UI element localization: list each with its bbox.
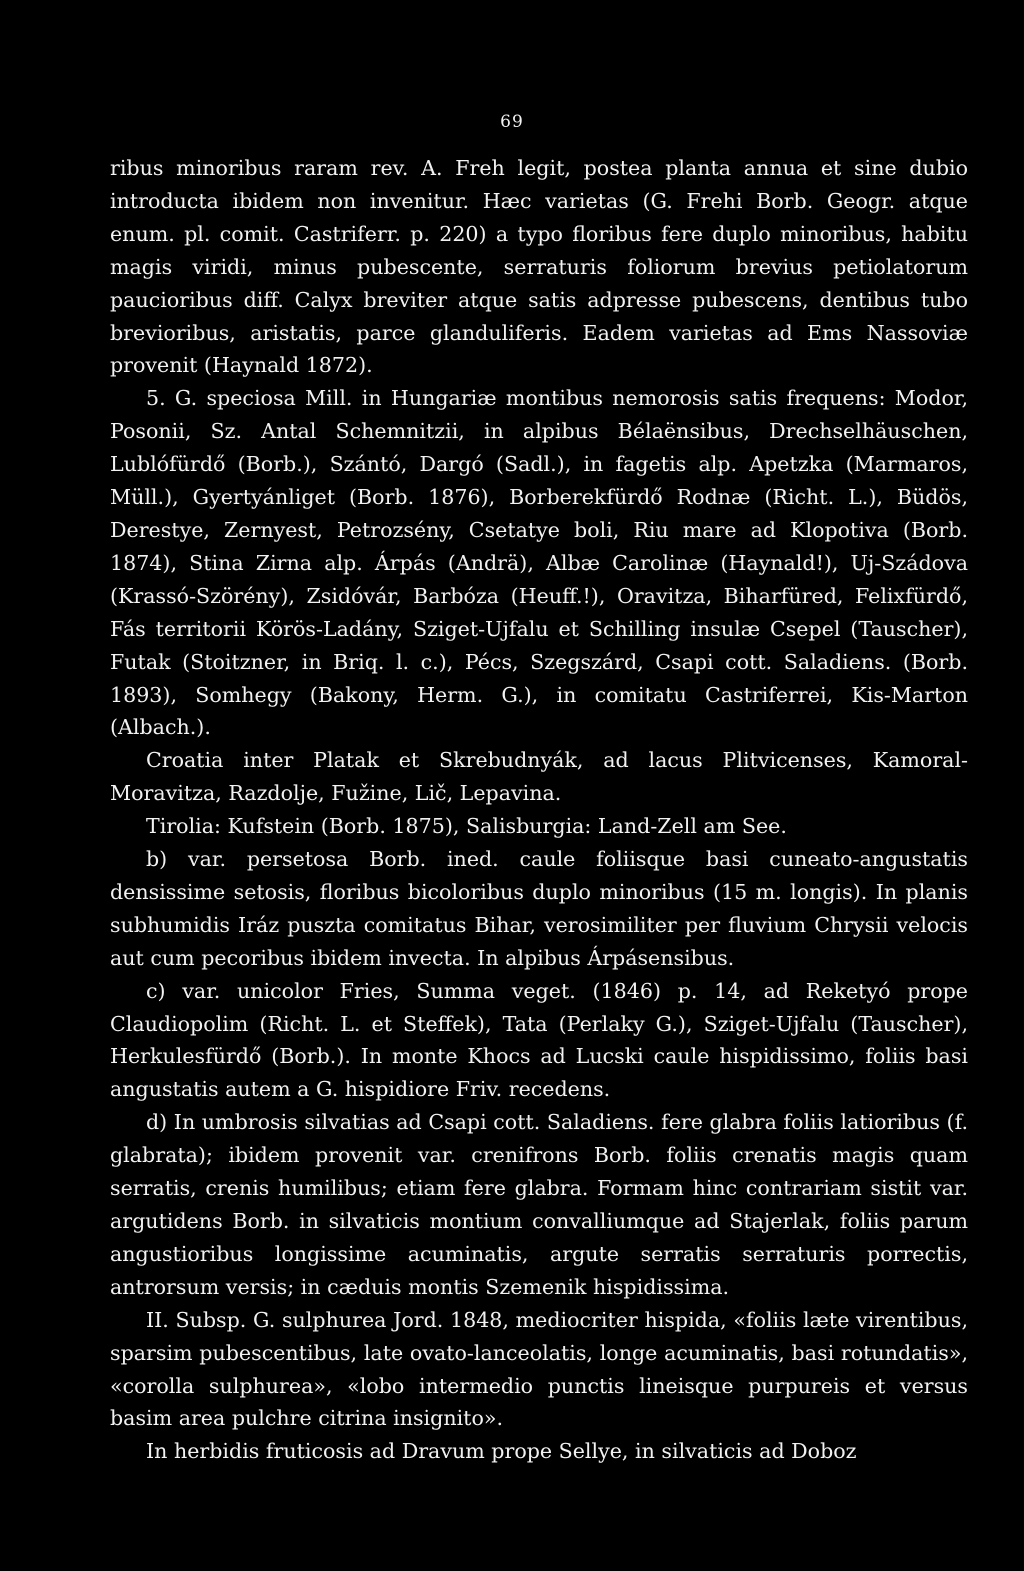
paragraph-var-unicolor: c) var. unicolor Fries, Summa veget. (1846) p. 14, ad Reketyó prope Claudiopolim (Richt. L. et Steffek), Tata (Perlaky G.), Sziget-Ujfalu (Tauscher), Herkulesfürdő (Borb.). In monte Khocs ad Lucski caule hispidissimo, foliis basi angustatis autem a G. hispidiore Friv. recedens.: [110, 978, 968, 1102]
paragraph-subsp-sulphurea: II. Subsp. G. sulphurea Jord. 1848, mediocriter hispida, «foliis læte virentibus, sparsim pubescentibus, late ovato-lanceolatis, longe acuminatis, basi rotundatis», «corolla sulphurea», «lobo intermedio punctis lineisque purpureis et versus basim area pulchre citrina insignito».: [110, 1307, 968, 1431]
paragraph-herbidis: In herbidis fruticosis ad Dravum prope Sellye, in silvaticis ad Doboz: [146, 1439, 857, 1464]
paragraph-var-persetosa: b) var. persetosa Borb. ined. caule foliisque basi cuneato-angustatis densissime setosis, floribus bicoloribus duplo minoribus (15 m. longis). In planis subhumidis Iráz puszta comitatus Bihar, verosimiliter per fluvium Chrysii velocis aut cum pecoribus ibidem invecta. In alpibus Árpásensibus.: [110, 847, 968, 970]
paragraph-g-speciosa: 5. G. speciosa Mill. in Hungariæ montibus nemorosis satis frequens: Modor, Posonii, Sz. Antal Schemnitzii, in alpibus Bélaënsibus, Drechselhäuschen, Lublófürdő (Borb.), Szántó, Dargó (Sadl.), in fagetis alp. Apetzka (Marmaros, Müll.), Gyertyánliget (Borb. 1876), Borberekfürdő Rodnæ (Richt. L.), Büdös, Derestye, Zernyest, Petrozsény, Csetatye boli, Riu mare ad Klopotiva (Borb. 1874), Stina Zirna alp. Árpás (Andrä), Albæ Carolinæ (Haynald!), Uj-Szádova (Krassó-Szörény), Zsidóvár, Barbóza (Heuff.!), Oravitza, Biharfüred, Felixfürdő, Fás territorii Körös-Ladány, Sziget-Ujfalu et Schilling insulæ Csepel (Tauscher), Futak (Stoitzner, in Briq. l. c.), Pécs, Szegszárd, Csapi cott. Saladiens. (Borb. 1893), Somhegy (Bakony, Herm. G.), in comitatu Castriferrei, Kis-Marton (Albach.).: [110, 386, 968, 740]
paragraph-d-umbrosis: d) In umbrosis silvatias ad Csapi cott. Saladiens. fere glabra foliis latioribus (f. glabrata); ibidem provenit var. crenifrons Borb. foliis crenatis magis quam serratis, crenis humilibus; etiam fere glabra. Formam hinc contrariam sistit var. argutidens Borb. in silvaticis montium convalliumque ad Stajerlak, foliis parum angustioribus longissime acuminatis, argute serratis serraturis porrectis, antrorsum versis; in cæduis montis Szemenik hispidissima.: [110, 1110, 968, 1299]
page-number: 69: [500, 112, 524, 132]
paragraph-tirolia: Tirolia: Kufstein (Borb. 1875), Salisburgia: Land-Zell am See.: [146, 814, 787, 839]
page-body: [110, 152, 968, 1468]
paragraph-continuation: ribus minoribus raram rev. A. Freh legit, postea planta annua et sine dubio introducta ibidem non invenitur. Hæc varietas (G. Frehi Borb. Geogr. atque enum. pl. comit. Castriferr. p. 220) a typo floribus fere duplo minoribus, habitu magis viridi, minus pubescente, serraturis foliorum brevius petiolatorum paucioribus diff. Calyx breviter atque satis adpresse pubescens, dentibus tubo brevioribus, aristatis, parce glanduliferis. Eadem varietas ad Ems Nassoviæ provenit (Haynald 1872).: [110, 156, 968, 378]
paragraph-croatia: Croatia inter Platak et Skrebudnyák, ad lacus Plitvicenses, Kamoral-Moravitza, Razdolje, Fužine, Lič, Lepavina.: [110, 748, 968, 806]
